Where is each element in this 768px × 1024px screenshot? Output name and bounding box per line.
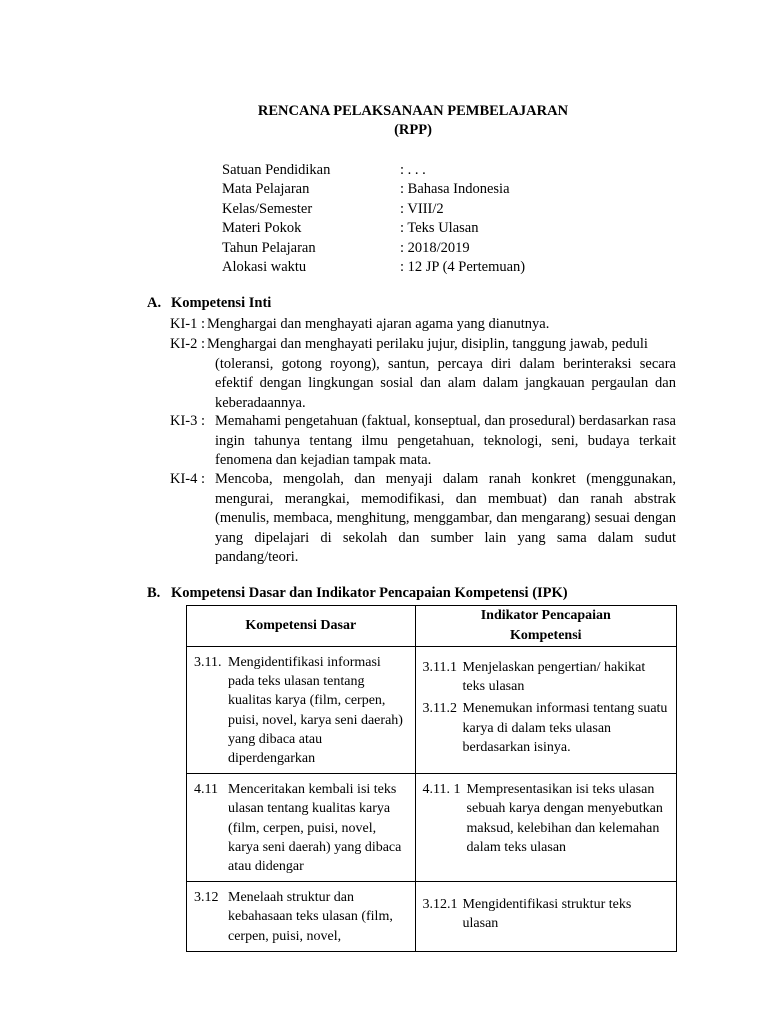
section-a-heading [147, 295, 271, 312]
ki-item [170, 335, 676, 413]
kd-number: 4.11 [194, 782, 218, 798]
document-subtitle: (RPP) [394, 122, 432, 138]
ipk-number: 3.11.1 [422, 660, 458, 675]
ki-code: KI-1 : [170, 316, 206, 332]
info-label: Materi Pokok [222, 220, 302, 237]
kd-ipk-table [186, 605, 677, 952]
ki-item [170, 470, 676, 568]
kd-cell [187, 882, 416, 952]
info-row [222, 219, 525, 238]
kd-text: Menceritakan kembali isi teks ulasan tentang kualitas karya (film, cerpen, puisi, novel, karya seni daerah) yang dibaca atau didengar [228, 782, 402, 875]
info-value: : 12 JP (4 Pertemuan) [400, 258, 526, 275]
ipk-cell [415, 647, 676, 774]
ipk-text: Menjelaskan pengertian/ hakikat teks ulasan [462, 660, 646, 695]
info-value: : Teks Ulasan [400, 220, 479, 237]
ki-first-line: Menghargai dan menghayati perilaku jujur, disiplin, tanggung jawab, peduli [207, 336, 648, 352]
kd-number: 3.11. [194, 655, 222, 670]
ki-text: Memahami pengetahuan (faktual, konseptual, dan prosedural) berdasarkan rasa ingin tahunya tentang ilmu pengetahuan, teknologi, seni, budaya terkait fenomena dan kejadian tampak mata. [215, 413, 676, 468]
ipk-cell [415, 774, 676, 882]
section-title: Kompetensi Dasar dan Indikator Pencapaian Kompetensi (IPK) [171, 585, 568, 601]
ipk-number: 3.12.1 [422, 897, 458, 913]
ki-code: KI-3 : [170, 413, 206, 429]
kd-text: Mengidentifikasi informasi pada teks ulasan tentang kualitas karya (film, cerpen, puisi, novel, karya seni daerah) yang dibaca atau diperdengarkan [228, 655, 403, 767]
ipk-number: 4.11. 1 [422, 782, 461, 798]
column-header: Kompetensi Dasar [187, 606, 416, 647]
info-row [222, 258, 525, 277]
ipk-text: Menemukan informasi tentang suatu karya di dalam teks ulasan berdasarkan isinya. [462, 701, 668, 755]
info-value: : VIII/2 [400, 200, 444, 217]
info-value: : Bahasa Indonesia [400, 181, 510, 198]
ki-code: KI-4 : [170, 471, 206, 487]
identity-block [222, 161, 525, 277]
info-label: Satuan Pendidikan [222, 162, 331, 178]
section-letter: B. [147, 585, 161, 601]
table-header-row [187, 606, 677, 647]
info-row [222, 239, 525, 258]
ipk-text: Mengidentifikasi struktur teks ulasan [462, 897, 632, 932]
info-value: : . . . [400, 162, 426, 178]
ipk-item [423, 895, 669, 933]
table-row [187, 774, 677, 882]
ki-item [170, 412, 676, 471]
ipk-text: Mempresentasikan isi teks ulasan sebuah karya dengan menyebutkan maksud, kelebihan dan kelemahan dalam teks ulasan [466, 782, 663, 855]
info-value: : 2018/2019 [400, 239, 470, 256]
ki-code: KI-2 : [170, 336, 206, 352]
kd-text: Menelaah struktur dan kebahasaan teks ulasan (film, cerpen, puisi, novel, [228, 890, 393, 944]
ipk-item [423, 658, 669, 696]
info-label: Mata Pelajaran [222, 181, 310, 198]
kd-cell [187, 647, 416, 774]
kd-cell [187, 774, 416, 882]
ipk-item [423, 780, 669, 857]
ki-first-line: Menghargai dan menghayati ajaran agama yang dianutnya. [207, 316, 550, 332]
ipk-number: 3.11.2 [422, 701, 458, 717]
section-title: Kompetensi Inti [171, 295, 272, 311]
info-label: Alokasi waktu [222, 258, 307, 275]
section-letter: A. [147, 295, 162, 311]
table-row [187, 647, 677, 774]
document-title: RENCANA PELAKSANAAN PEMBELAJARAN [257, 103, 569, 119]
info-label: Kelas/Semester [222, 200, 313, 217]
info-row [222, 161, 525, 180]
info-row [222, 180, 525, 199]
column-header: Indikator Pencapaian Kompetensi [415, 606, 676, 647]
kd-number: 3.12 [194, 890, 219, 906]
table-row [187, 882, 677, 952]
ipk-item [423, 699, 669, 757]
ki-text: Mencoba, mengolah, dan menyaji dalam ranah konkret (menggunakan, mengurai, merangkai, memodifikasi, dan membuat) dan ranah abstrak (menulis, membaca, menghitung, menggambar, dan mengarang) sesuai dengan yang dipelajari di sekolah dan sumber lain yang sama dalam sudut pandang/teori. [215, 471, 676, 565]
info-row [222, 200, 525, 219]
section-b-heading [147, 585, 568, 602]
info-label: Tahun Pelajaran [222, 239, 316, 256]
ipk-cell [415, 882, 676, 952]
ki-text: (toleransi, gotong royong), santun, percaya diri dalam berinteraksi secara efektif dengan lingkungan sosial dan alam dalam jangkauan pergaulan dan keberadaannya. [215, 355, 676, 411]
